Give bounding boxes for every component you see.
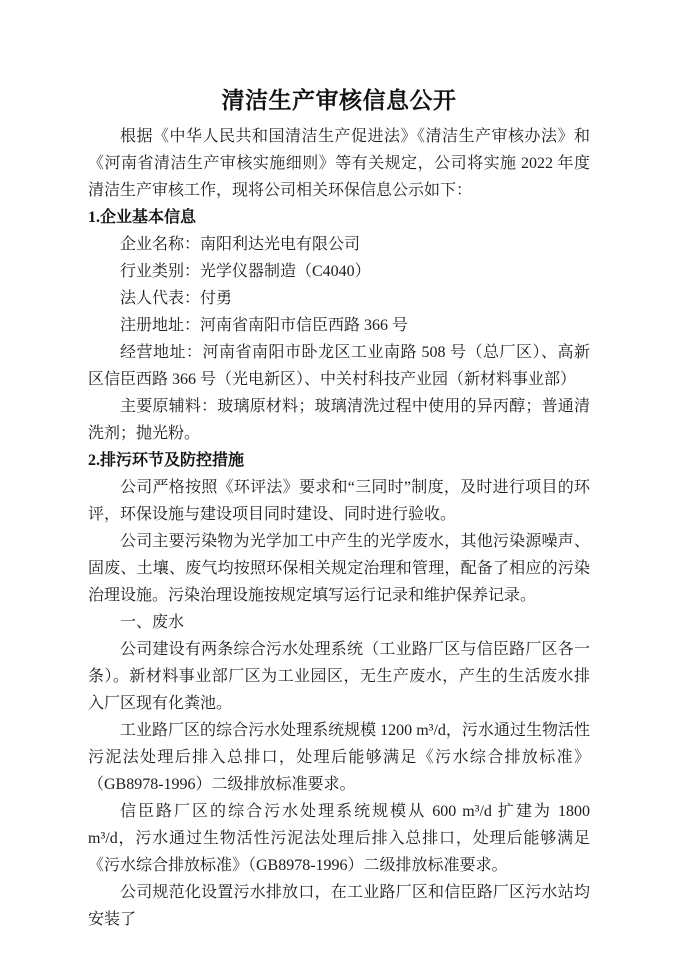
wastewater-subheading: 一、废水	[120, 614, 185, 631]
eia-compliance-paragraph: 公司严格按照《环评法》要求和“三同时”制度，及时进行项目的环评，环保设施与建设项目同时建设、同时进行验收。	[88, 479, 590, 523]
section-2-heading: 2.排污环节及防控措施	[88, 452, 245, 469]
intro-paragraph: 根据《中华人民共和国清洁生产促进法》《清洁生产审核办法》和《河南省清洁生产审核实施细则》等有关规定，公司将实施 2022 年度清洁生产审核工作，现将公司相关环保信息公示如下：	[88, 128, 590, 199]
document-title: 清洁生产审核信息公开	[221, 88, 457, 113]
business-address-line: 经营地址：河南省南阳市卧龙区工业南路 508 号（总厂区）、高新区信臣西路 366 号（光电新区）、中关村科技产业园（新材料事业部）	[88, 344, 590, 388]
registered-address-line: 注册地址：河南省南阳市信臣西路 366 号	[120, 317, 409, 334]
gongyelu-plant-paragraph: 工业路厂区的综合污水处理系统规模 1200 m³/d，污水通过生物活性污泥法处理后排入总排口，处理后能够满足《污水综合排放标准》（GB8978-1996）二级排放标准要求。	[88, 722, 590, 793]
wastewater-systems-paragraph: 公司建设有两条综合污水处理系统（工业路厂区与信臣路厂区各一条）。新材料事业部厂区为工业园区，无生产废水，产生的生活废水排入厂区现有化粪池。	[88, 641, 590, 712]
pollutants-overview-paragraph: 公司主要污染物为光学加工中产生的光学废水，其他污染源噪声、固废、土壤、废气均按照环保相关规定治理和管理，配备了相应的污染治理设施。污染治理设施按规定填写运行记录和维护保养记录。	[88, 533, 590, 604]
company-name-line: 企业名称：南阳利达光电有限公司	[120, 236, 361, 253]
section-1-heading: 1.企业基本信息	[88, 209, 197, 226]
outfall-paragraph: 公司规范化设置污水排放口，在工业路厂区和信臣路厂区污水站均安装了	[88, 884, 590, 928]
industry-category-line: 行业类别：光学仪器制造（C4040）	[120, 263, 371, 280]
document-body	[88, 123, 590, 933]
legal-representative-line: 法人代表：付勇	[120, 290, 233, 307]
xinchenlu-plant-paragraph: 信臣路厂区的综合污水处理系统规模从 600 m³/d 扩建为 1800 m³/d，污水通过生物活性污泥法处理后排入总排口，处理后能够满足《污水综合排放标准》（GB8978-1996）二级排放标准要求。	[88, 803, 590, 874]
raw-materials-line: 主要原辅料：玻璃原材料；玻璃清洗过程中使用的异丙醇；普通清洗剂；抛光粉。	[88, 398, 590, 442]
